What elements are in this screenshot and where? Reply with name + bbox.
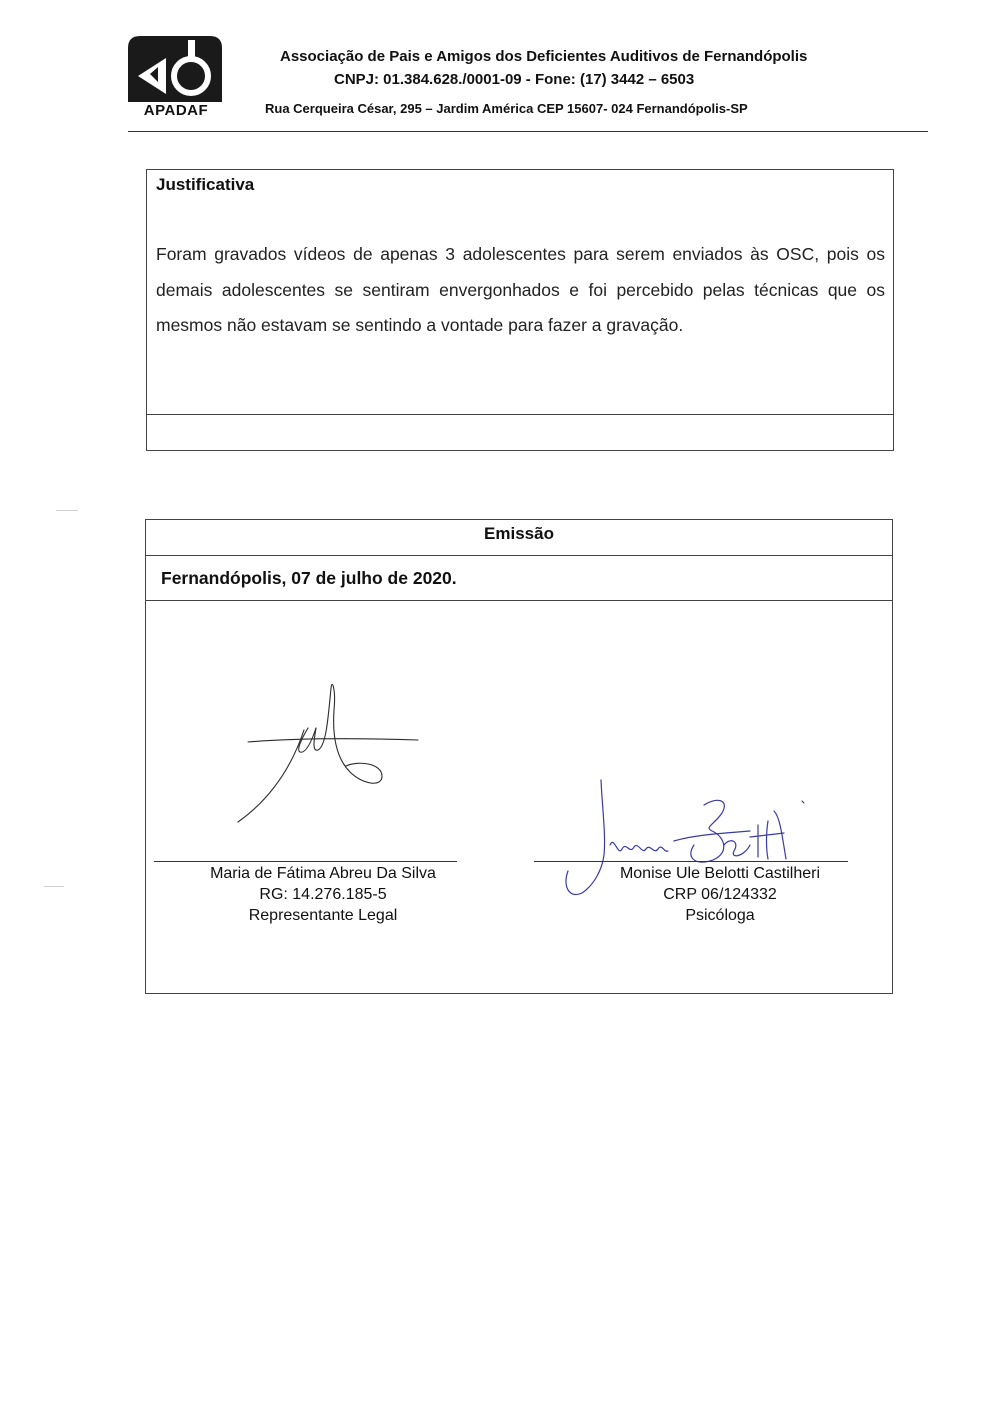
- signer-name: Monise Ule Belotti Castilheri: [619, 865, 821, 882]
- justification-box: [146, 169, 894, 451]
- cnpj-phone: CNPJ: 01.384.628./0001-09 - Fone: (17) 3442 – 6503: [334, 71, 695, 88]
- emission-title: Emissão: [484, 524, 554, 543]
- apadaf-logo-icon: [128, 36, 222, 102]
- signature-block-psychologist: [584, 863, 856, 926]
- emission-box: [145, 519, 893, 994]
- emission-date: Fernandópolis, 07 de julho de 2020.: [161, 568, 457, 588]
- signer-document: RG: 14.276.185-5: [259, 886, 387, 903]
- signer-name: Maria de Fátima Abreu Da Silva: [210, 865, 436, 882]
- signature-scribble-left: [236, 680, 426, 830]
- emission-title-divider: [146, 555, 892, 556]
- emission-date-divider: [146, 600, 892, 601]
- organization-name: Associação de Pais e Amigos dos Deficientes Auditivos de Fernandópolis: [280, 48, 808, 65]
- signature-line-left: [154, 861, 457, 862]
- signature-line-right: [534, 861, 848, 862]
- header-divider: [128, 131, 928, 132]
- signer-document: CRP 06/124332: [663, 886, 777, 903]
- justification-body: Foram gravados vídeos de apenas 3 adolescentes para serem enviados às OSC, pois os demais adolescentes se sentiram envergonhados e foi percebido pelas técnicas que os mesmos não estavam se sentindo a vontade para fazer a gravação.: [156, 244, 885, 335]
- signature-block-legal-representative: [174, 863, 472, 926]
- scan-speck: [44, 886, 64, 887]
- justification-divider: [147, 414, 893, 415]
- organization-address: Rua Cerqueira César, 295 – Jardim América CEP 15607- 024 Fernandópolis-SP: [265, 101, 748, 116]
- scan-speck: [56, 510, 78, 511]
- justification-title: Justificativa: [156, 175, 255, 194]
- signer-role: Representante Legal: [248, 907, 398, 924]
- logo-text: APADAF: [143, 102, 209, 119]
- signer-role: Psicóloga: [685, 907, 755, 924]
